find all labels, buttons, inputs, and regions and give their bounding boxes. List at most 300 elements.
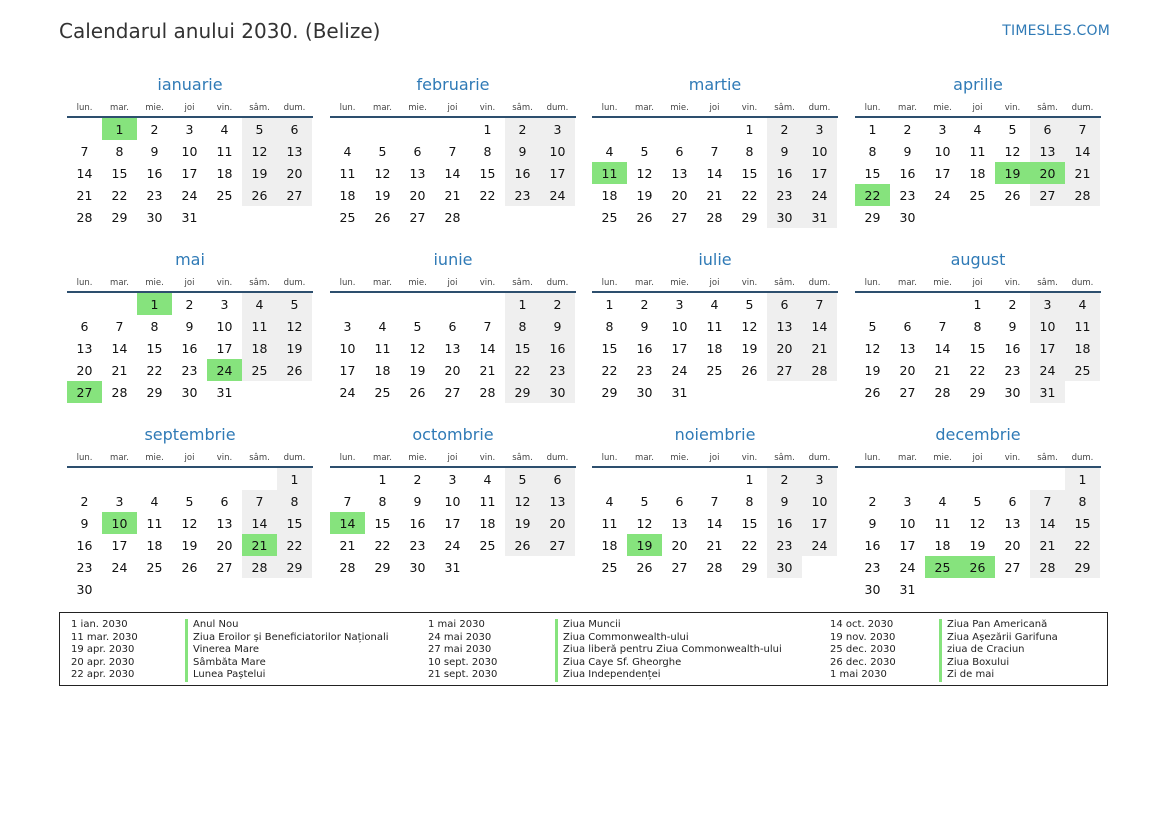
empty-cell (330, 468, 365, 490)
weekday-label: mar. (110, 103, 129, 113)
day-cell: 3 (220, 296, 229, 312)
day-cell: 23 (767, 184, 802, 206)
weekday-label: sâm. (249, 453, 270, 463)
day-cell: 7 (483, 318, 492, 334)
day-cell: 23 (540, 359, 575, 381)
legend-date: 1 mai 2030 (428, 619, 485, 630)
holiday-day: 26 (960, 556, 995, 578)
day-cell: 24 (1030, 359, 1065, 381)
day-cell: 9 (185, 318, 194, 334)
weekday-label: dum. (808, 278, 831, 288)
month-days (330, 468, 576, 578)
day-cell: 25 (1065, 359, 1100, 381)
holiday-day: 19 (627, 534, 662, 556)
day-cell: 13 (1004, 515, 1021, 531)
weekday-label: mar. (635, 453, 654, 463)
day-cell: 22 (741, 187, 758, 203)
weekday-label: sâm. (1037, 103, 1058, 113)
weekday-label: mar. (635, 103, 654, 113)
day-cell: 27 (671, 209, 688, 225)
day-cell: 13 (1030, 140, 1065, 162)
day-cell: 27 (671, 559, 688, 575)
holiday-day: 14 (330, 512, 365, 534)
day-cell: 9 (767, 490, 802, 512)
empty-cell (592, 468, 627, 490)
day-cell: 8 (868, 143, 877, 159)
weekday-label: joi (184, 103, 195, 113)
day-cell: 29 (601, 384, 618, 400)
holiday-day: 25 (925, 556, 960, 578)
day-cell: 15 (969, 340, 986, 356)
legend-holiday-name: Ziua liberă pentru Ziua Commonwealth-ului (563, 644, 782, 656)
day-cell: 15 (1065, 512, 1100, 534)
day-cell: 20 (409, 187, 426, 203)
day-cell: 20 (1004, 537, 1021, 553)
day-cell: 11 (339, 165, 356, 181)
day-cell: 25 (706, 362, 723, 378)
day-cell: 18 (479, 515, 496, 531)
day-cell: 9 (413, 493, 422, 509)
day-cell: 30 (181, 384, 198, 400)
day-cell: 21 (111, 362, 128, 378)
weekday-label: mar. (635, 278, 654, 288)
day-cell: 5 (640, 143, 649, 159)
day-cell: 25 (216, 187, 233, 203)
day-cell: 30 (767, 206, 802, 228)
month-name: noiembrie (674, 425, 756, 444)
day-cell: 11 (242, 315, 277, 337)
day-cell: 4 (378, 318, 387, 334)
day-cell: 25 (479, 537, 496, 553)
brand-link[interactable]: TIMESLES.COM (1002, 23, 1110, 39)
day-cell: 26 (277, 359, 312, 381)
day-cell: 22 (374, 537, 391, 553)
legend-date: 1 ian. 2030 (71, 619, 128, 630)
day-cell: 5 (185, 493, 194, 509)
weekday-label: lun. (76, 278, 93, 288)
weekday-header (592, 100, 838, 118)
day-cell: 17 (339, 362, 356, 378)
day-cell: 24 (671, 362, 688, 378)
weekday-label: sâm. (1037, 453, 1058, 463)
weekday-label: dum. (283, 278, 306, 288)
day-cell: 16 (1004, 340, 1021, 356)
weekday-label: joi (709, 453, 720, 463)
day-cell: 16 (540, 337, 575, 359)
weekday-label: joi (972, 103, 983, 113)
legend-holiday-name: Ziua Commonwealth-ului (563, 631, 689, 643)
weekday-header (592, 275, 838, 293)
day-cell: 2 (413, 471, 422, 487)
weekday-header (67, 100, 313, 118)
empty-cell (400, 293, 435, 315)
day-cell: 28 (479, 384, 496, 400)
day-cell: 31 (671, 384, 688, 400)
month-noiembrie (592, 424, 838, 578)
month-days (330, 118, 576, 228)
empty-cell (365, 293, 400, 315)
day-cell: 25 (601, 559, 618, 575)
day-cell: 10 (899, 515, 916, 531)
month-days (592, 118, 838, 228)
day-cell: 6 (448, 318, 457, 334)
day-cell: 2 (1008, 296, 1017, 312)
day-cell: 28 (242, 556, 277, 578)
day-cell: 30 (899, 209, 916, 225)
day-cell: 24 (934, 187, 951, 203)
day-cell: 3 (802, 118, 837, 140)
day-cell: 15 (479, 165, 496, 181)
weekday-label: dum. (1071, 453, 1094, 463)
day-cell: 8 (1065, 490, 1100, 512)
day-cell: 15 (374, 515, 391, 531)
day-cell: 20 (767, 337, 802, 359)
day-cell: 8 (745, 143, 754, 159)
weekday-label: mie. (145, 278, 164, 288)
day-cell: 7 (242, 490, 277, 512)
empty-cell (172, 468, 207, 490)
day-cell: 20 (277, 162, 312, 184)
day-cell: 10 (671, 318, 688, 334)
day-cell: 5 (973, 493, 982, 509)
day-cell: 19 (242, 162, 277, 184)
month-septembrie (67, 424, 313, 600)
weekday-label: mie. (933, 103, 952, 113)
legend-date: 19 nov. 2030 (830, 631, 896, 643)
day-cell: 6 (540, 468, 575, 490)
day-cell: 11 (374, 340, 391, 356)
day-cell: 2 (150, 121, 159, 137)
day-cell: 7 (448, 143, 457, 159)
day-cell: 3 (343, 318, 352, 334)
day-cell: 28 (934, 384, 951, 400)
month-name: septembrie (144, 425, 236, 444)
day-cell: 28 (111, 384, 128, 400)
weekday-label: dum. (808, 103, 831, 113)
day-cell: 23 (767, 534, 802, 556)
day-cell: 10 (802, 490, 837, 512)
empty-cell (890, 293, 925, 315)
weekday-label: dum. (1071, 103, 1094, 113)
empty-cell (925, 468, 960, 490)
day-cell: 18 (601, 187, 618, 203)
day-cell: 17 (111, 537, 128, 553)
day-cell: 17 (540, 162, 575, 184)
day-cell: 11 (706, 318, 723, 334)
month-days (855, 118, 1101, 228)
month-name: decembrie (935, 425, 1021, 444)
day-cell: 19 (636, 187, 653, 203)
day-cell: 7 (1065, 118, 1100, 140)
legend-holiday-name: Vinerea Mare (193, 644, 260, 656)
day-cell: 24 (802, 534, 837, 556)
day-cell: 2 (767, 118, 802, 140)
weekday-label: joi (447, 278, 458, 288)
month-aprilie (855, 74, 1101, 228)
day-cell: 30 (146, 209, 163, 225)
legend-holiday-name: Ziua Muncii (563, 619, 621, 630)
weekday-label: vin. (479, 103, 496, 113)
day-cell: 25 (339, 209, 356, 225)
legend-date: 27 mai 2030 (428, 644, 492, 656)
day-cell: 23 (864, 559, 881, 575)
day-cell: 16 (899, 165, 916, 181)
day-cell: 6 (767, 293, 802, 315)
day-cell: 24 (802, 184, 837, 206)
weekday-label: lun. (339, 103, 356, 113)
day-cell: 4 (343, 143, 352, 159)
legend-date: 24 mai 2030 (428, 631, 492, 643)
day-cell: 22 (479, 187, 496, 203)
day-cell: 22 (601, 362, 618, 378)
weekday-label: dum. (546, 278, 569, 288)
day-cell: 17 (1030, 337, 1065, 359)
weekday-label: lun. (339, 278, 356, 288)
day-cell: 16 (636, 340, 653, 356)
day-cell: 9 (540, 315, 575, 337)
weekday-label: dum. (808, 453, 831, 463)
weekday-label: mar. (898, 453, 917, 463)
empty-cell (242, 468, 277, 490)
day-cell: 21 (802, 337, 837, 359)
day-cell: 31 (216, 384, 233, 400)
day-cell: 13 (671, 165, 688, 181)
day-cell: 12 (277, 315, 312, 337)
day-cell: 23 (1004, 362, 1021, 378)
day-cell: 20 (899, 362, 916, 378)
month-februarie (330, 74, 576, 228)
holiday-day: 21 (242, 534, 277, 556)
day-cell: 17 (671, 340, 688, 356)
day-cell: 31 (181, 209, 198, 225)
legend-dates-col-3 (830, 619, 896, 682)
day-cell: 24 (111, 559, 128, 575)
day-cell: 21 (706, 537, 723, 553)
month-days (67, 293, 313, 403)
day-cell: 13 (444, 340, 461, 356)
month-name: iulie (698, 250, 732, 269)
day-cell: 2 (80, 493, 89, 509)
day-cell: 25 (601, 209, 618, 225)
day-cell: 16 (76, 537, 93, 553)
day-cell: 31 (802, 206, 837, 228)
day-cell: 9 (1008, 318, 1017, 334)
day-cell: 15 (146, 340, 163, 356)
weekday-label: sâm. (249, 278, 270, 288)
month-name: august (950, 250, 1006, 269)
legend-date: 26 dec. 2030 (830, 656, 896, 668)
day-cell: 4 (242, 293, 277, 315)
day-cell: 29 (864, 209, 881, 225)
weekday-label: lun. (601, 278, 618, 288)
empty-cell (435, 118, 470, 140)
day-cell: 1 (973, 296, 982, 312)
weekday-label: joi (709, 278, 720, 288)
day-cell: 14 (111, 340, 128, 356)
day-cell: 2 (903, 121, 912, 137)
day-cell: 15 (111, 165, 128, 181)
day-cell: 11 (934, 515, 951, 531)
legend-holiday-name: Ziua Așezării Garifuna (947, 631, 1058, 643)
day-cell: 2 (505, 118, 540, 140)
weekday-label: dum. (283, 103, 306, 113)
month-days (67, 468, 313, 600)
weekday-label: mar. (373, 453, 392, 463)
day-cell: 30 (540, 381, 575, 403)
empty-cell (207, 468, 242, 490)
weekday-label: mie. (933, 278, 952, 288)
day-cell: 29 (111, 209, 128, 225)
day-cell: 29 (146, 384, 163, 400)
day-cell: 12 (741, 318, 758, 334)
legend-names-col-3 (947, 619, 1058, 682)
empty-cell (330, 293, 365, 315)
empty-cell (102, 293, 137, 315)
day-cell: 15 (277, 512, 312, 534)
day-cell: 26 (409, 384, 426, 400)
day-cell: 11 (969, 143, 986, 159)
day-cell: 24 (899, 559, 916, 575)
day-cell: 24 (540, 184, 575, 206)
weekday-label: joi (184, 278, 195, 288)
day-cell: 7 (80, 143, 89, 159)
day-cell: 26 (242, 184, 277, 206)
day-cell: 1 (378, 471, 387, 487)
holiday-day: 1 (137, 293, 172, 315)
legend-holiday-name: Ziua Pan Americană (947, 619, 1048, 630)
weekday-label: vin. (216, 278, 233, 288)
legend-date: 11 mar. 2030 (71, 631, 138, 643)
legend-date: 19 apr. 2030 (71, 644, 135, 656)
month-decembrie (855, 424, 1101, 600)
day-cell: 13 (76, 340, 93, 356)
day-cell: 17 (181, 165, 198, 181)
weekday-label: joi (972, 453, 983, 463)
legend-dates-col-1 (71, 619, 138, 682)
weekday-label: mar. (110, 278, 129, 288)
day-cell: 8 (378, 493, 387, 509)
day-cell: 28 (1065, 184, 1100, 206)
month-name: mai (175, 250, 205, 269)
month-martie (592, 74, 838, 228)
month-name: februarie (416, 75, 490, 94)
day-cell: 3 (802, 468, 837, 490)
day-cell: 21 (479, 362, 496, 378)
day-cell: 14 (76, 165, 93, 181)
empty-cell (470, 293, 505, 315)
weekday-label: lun. (76, 103, 93, 113)
month-days (855, 468, 1101, 600)
day-cell: 17 (899, 537, 916, 553)
weekday-label: mar. (898, 103, 917, 113)
day-cell: 5 (277, 293, 312, 315)
day-cell: 19 (409, 362, 426, 378)
day-cell: 4 (220, 121, 229, 137)
day-cell: 12 (969, 515, 986, 531)
weekday-label: joi (447, 453, 458, 463)
day-cell: 23 (146, 187, 163, 203)
day-cell: 28 (444, 209, 461, 225)
day-cell: 21 (934, 362, 951, 378)
day-cell: 6 (675, 143, 684, 159)
day-cell: 22 (741, 537, 758, 553)
weekday-header (330, 100, 576, 118)
day-cell: 7 (710, 493, 719, 509)
day-cell: 13 (409, 165, 426, 181)
empty-cell (662, 468, 697, 490)
day-cell: 29 (969, 384, 986, 400)
day-cell: 25 (374, 384, 391, 400)
day-cell: 26 (1004, 187, 1021, 203)
day-cell: 14 (242, 512, 277, 534)
weekday-header (330, 450, 576, 468)
day-cell: 16 (181, 340, 198, 356)
weekday-label: mar. (373, 103, 392, 113)
day-cell: 3 (938, 121, 947, 137)
day-cell: 19 (505, 512, 540, 534)
day-cell: 2 (868, 493, 877, 509)
day-cell: 4 (150, 493, 159, 509)
day-cell: 12 (374, 165, 391, 181)
day-cell: 19 (864, 362, 881, 378)
day-cell: 26 (505, 534, 540, 556)
day-cell: 1 (505, 293, 540, 315)
weekday-label: sâm. (512, 103, 533, 113)
day-cell: 27 (444, 384, 461, 400)
day-cell: 29 (741, 559, 758, 575)
day-cell: 3 (903, 493, 912, 509)
day-cell: 11 (1065, 315, 1100, 337)
holiday-day: 10 (102, 512, 137, 534)
day-cell: 1 (868, 121, 877, 137)
empty-cell (697, 468, 732, 490)
legend-holiday-name: Lunea Paștelui (193, 669, 266, 681)
day-cell: 10 (444, 493, 461, 509)
day-cell: 15 (741, 515, 758, 531)
day-cell: 26 (636, 559, 653, 575)
weekday-header (330, 275, 576, 293)
weekday-label: vin. (216, 453, 233, 463)
day-cell: 18 (969, 165, 986, 181)
day-cell: 5 (378, 143, 387, 159)
legend-date: 1 mai 2030 (830, 669, 887, 681)
day-cell: 27 (899, 384, 916, 400)
day-cell: 13 (216, 515, 233, 531)
day-cell: 22 (969, 362, 986, 378)
legend-holiday-name: Ziua Boxului (947, 656, 1010, 668)
day-cell: 18 (934, 537, 951, 553)
day-cell: 4 (483, 471, 492, 487)
day-cell: 12 (181, 515, 198, 531)
month-days (855, 293, 1101, 403)
empty-cell (890, 468, 925, 490)
holiday-day: 24 (207, 359, 242, 381)
day-cell: 23 (76, 559, 93, 575)
day-cell: 23 (505, 184, 540, 206)
empty-cell (102, 468, 137, 490)
day-cell: 5 (505, 468, 540, 490)
weekday-label: lun. (864, 278, 881, 288)
day-cell: 6 (220, 493, 229, 509)
weekday-label: mie. (408, 278, 427, 288)
day-cell: 22 (146, 362, 163, 378)
day-cell: 31 (444, 559, 461, 575)
weekday-label: mar. (110, 453, 129, 463)
empty-cell (1030, 468, 1065, 490)
month-august (855, 249, 1101, 403)
day-cell: 10 (181, 143, 198, 159)
day-cell: 24 (444, 537, 461, 553)
